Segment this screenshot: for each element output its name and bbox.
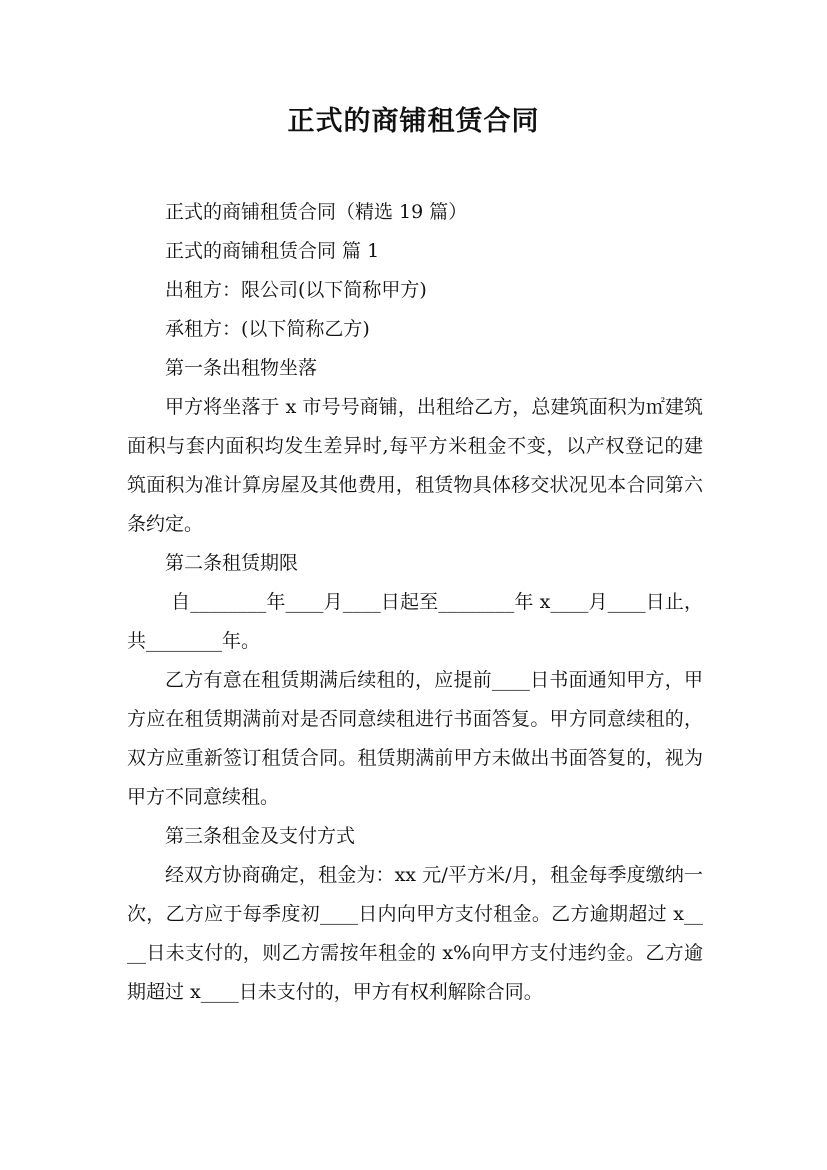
- paragraph-subtitle: 正式的商铺租赁合同（精选 19 篇）: [165, 201, 468, 223]
- article-2-heading: 第二条租赁期限: [165, 552, 299, 574]
- article-2-renewal: 乙方有意在租赁期满后续租的，应提前____日书面通知甲方，甲方应在租赁期满前对是否同意续租进行书面答复。甲方同意续租的，双方应重新签订租赁合同。租赁期满前甲方未做出书面答复的，视为甲方不同意续租。: [127, 669, 703, 808]
- paragraph-lessee: 承租方：(以下简称乙方): [165, 318, 370, 340]
- article-3-body: 经双方协商确定，租金为：xx 元/平方米/月，租金每季度缴纳一次，乙方应于每季度初____日内向甲方支付租金。乙方逾期超过 x____日未支付的，则乙方需按年租金的 x%向甲方支付违约金。乙方逾期超过 x____日未支付的，甲方有权利解除合同。: [127, 864, 703, 1003]
- document-body: [127, 193, 703, 1012]
- document-title: 正式的商铺租赁合同: [287, 106, 540, 137]
- article-1-body: 甲方将坐落于 x 市号号商铺，出租给乙方，总建筑面积为㎡建筑面积与套内面积均发生差异时,每平方米租金不变，以产权登记的建筑面积为准计算房屋及其他费用，租赁物具体移交状况见本合同第六条约定。: [127, 396, 703, 535]
- article-3-heading: 第三条租金及支付方式: [165, 825, 356, 847]
- article-2-term: 自________年____月____日起至________年 x____月____日止，共________年。: [127, 591, 703, 652]
- paragraph-lessor: 出租方：限公司(以下简称甲方): [165, 279, 427, 301]
- article-1-heading: 第一条出租物坐落: [165, 357, 318, 379]
- paragraph-chapter-heading: 正式的商铺租赁合同 篇 1: [165, 240, 380, 262]
